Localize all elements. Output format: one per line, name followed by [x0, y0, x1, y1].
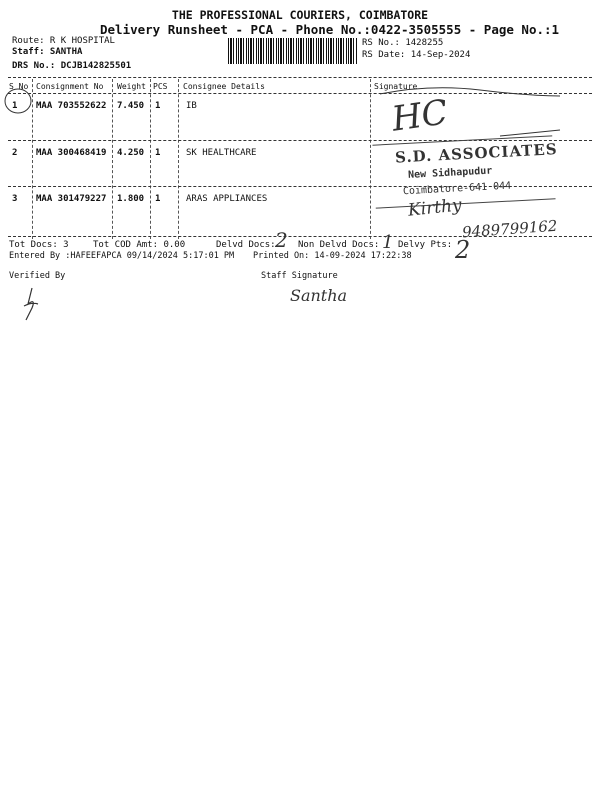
- handwritten-signature-row-1: HC: [389, 92, 451, 140]
- row-1-consignee: IB: [186, 101, 197, 111]
- staff-label: Staff: SANTHA: [12, 47, 83, 57]
- column-line: [112, 79, 113, 239]
- total-cod-amount: Tot COD Amt: 0.00: [93, 240, 186, 250]
- non-delivered-docs-label: Non Delvd Docs:: [298, 240, 380, 250]
- company-title: THE PROFESSIONAL COURIERS, COIMBATORE: [171, 8, 429, 22]
- row-3-consignment: MAA 301479227: [36, 194, 107, 204]
- drs-number: DRS No.: DCJB142825501: [12, 61, 132, 71]
- row-3-consignee: ARAS APPLIANCES: [186, 194, 268, 204]
- row-2-consignee: SK HEALTHCARE: [186, 148, 257, 158]
- column-line: [178, 79, 179, 239]
- handwritten-phone-number: 9489799162: [461, 216, 558, 242]
- col-header-sno: S No: [9, 82, 29, 91]
- row-3-sno: 3: [12, 194, 18, 204]
- circle-mark-icon: [0, 78, 60, 118]
- row-2-sno: 2: [12, 148, 18, 158]
- col-header-consignee: Consignee Details: [183, 82, 265, 91]
- delivered-docs-label: Delvd Docs:: [216, 240, 276, 250]
- divider: [8, 77, 592, 78]
- column-line: [150, 79, 151, 239]
- row-1-sno: 1: [12, 101, 18, 111]
- company-stamp: [372, 135, 559, 208]
- row-1-consignment: MAA 703552622: [36, 101, 107, 111]
- rs-number: RS No.: 1428255: [362, 38, 444, 48]
- handwritten-delivery-points: 2: [455, 236, 471, 264]
- route-label: Route: R K HOSPITAL: [12, 36, 115, 46]
- handwritten-signature-row-3: Kirthy: [407, 195, 463, 221]
- barcode-image: [228, 38, 358, 64]
- verified-by-label: Verified By: [9, 271, 66, 281]
- printed-on: Printed On: 14-09-2024 17:22:38: [253, 251, 412, 261]
- handwritten-non-delivered-count: 1: [382, 232, 394, 253]
- col-header-consignment: Consignment No: [36, 82, 104, 91]
- handwritten-staff-signature: Santha: [290, 286, 348, 305]
- delivery-points-label: Delvy Pts:: [398, 240, 453, 250]
- row-1-weight: 7.450: [117, 101, 145, 111]
- verifier-signature-icon: [18, 284, 58, 324]
- stamp-city: Coimbatore-641 044: [402, 180, 512, 198]
- row-2-pcs: 1: [155, 148, 161, 158]
- rs-date: RS Date: 14-Sep-2024: [362, 50, 471, 60]
- entered-by: Entered By :HAFEEFAPCA 09/14/2024 5:17:01 PM: [9, 251, 235, 261]
- stamp-name: S.D. ASSOCIATES: [394, 140, 559, 167]
- col-header-signature: Signature: [374, 82, 418, 91]
- col-header-pcs: PCS: [153, 82, 168, 91]
- stamp-area: New Sidhapudur: [407, 165, 493, 181]
- col-header-weight: Weight: [117, 82, 146, 91]
- handwritten-delivered-count: 2: [275, 228, 288, 252]
- row-2-consignment: MAA 300468419: [36, 148, 107, 158]
- row-3-pcs: 1: [155, 194, 161, 204]
- total-docs: Tot Docs: 3: [9, 240, 69, 250]
- staff-signature-label: Staff Signature: [261, 271, 338, 281]
- runsheet-title: Delivery Runsheet - PCA - Phone No.:0422-3505555 - Page No.:1: [100, 22, 560, 37]
- row-2-weight: 4.250: [117, 148, 145, 158]
- row-3-weight: 1.800: [117, 194, 145, 204]
- row-1-pcs: 1: [155, 101, 161, 111]
